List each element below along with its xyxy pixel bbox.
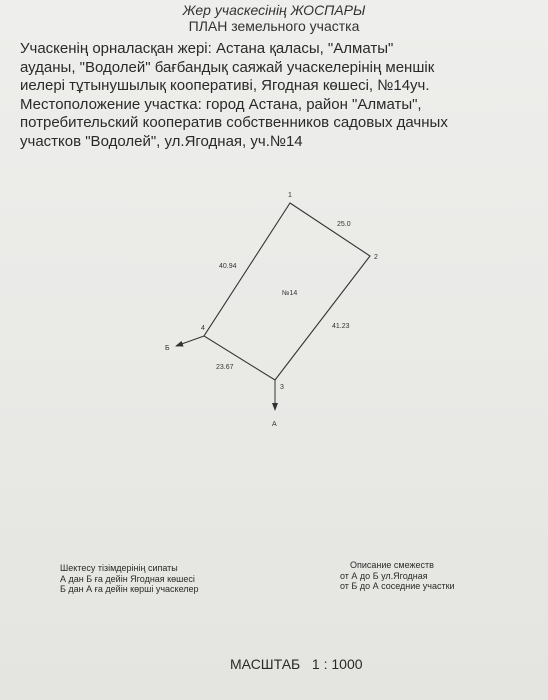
plan-title-kz: Жер учаскесінің ЖОСПАРЫ [182,2,366,18]
arrow-b-line [176,336,204,346]
adjacency-heading-ru: Описание смежеств [350,560,434,570]
side-length-1-2: 25.0 [337,221,351,228]
scale-label: МАСШТАБ [230,656,301,672]
point-label-4: 4 [201,325,205,332]
location-line: Учаскенің орналасқан жері: Астана қаласы, "Алматы" [20,40,394,57]
adjacency-line-ru: от А до Б ул.Ягодная [340,570,428,581]
location-line: потребительский кооператив собственников садовых дачных [20,114,448,131]
side-length-4-1: 40.94 [219,263,237,270]
adjacency-description-ru [340,560,455,592]
side-length-2-3: 41.23 [332,323,350,330]
adjacency-line-ru: от Б до А соседние участки [340,581,455,591]
adjacency-description-kz [60,563,199,595]
plan-title-ru: ПЛАН земельного участка [188,18,360,34]
adjacency-heading-kz: Шектесу тізімдерінің сипаты [60,563,178,573]
point-label-2: 2 [374,254,378,261]
side-length-3-4: 23.67 [216,364,234,371]
arrow-b-label: Б [165,345,170,352]
location-line: ауданы, "Водолей" бағбандық саяжай учаскелерінің меншік [20,58,435,76]
arrow-a-label: А [272,421,277,428]
point-label-3: 3 [280,384,284,391]
location-line: участков "Водолей", ул.Ягодная, уч.№14 [20,132,303,150]
adjacency-line-kz: А дан Б ға дейін Ягодная көшесі [60,573,195,584]
parcel-number: №14 [282,290,298,297]
location-line: иелері тұтынушылық кооперативі, Ягодная көшесі, №14уч. [20,77,430,94]
scale-line [230,656,363,672]
adjacency-line-kz: Б дан А ға дейін көрші учаскелер [60,584,199,594]
point-label-1: 1 [288,192,292,199]
scale-value: 1 : 1000 [311,656,363,672]
location-line: Местоположение участка: город Астана, район "Алматы", [20,95,422,113]
